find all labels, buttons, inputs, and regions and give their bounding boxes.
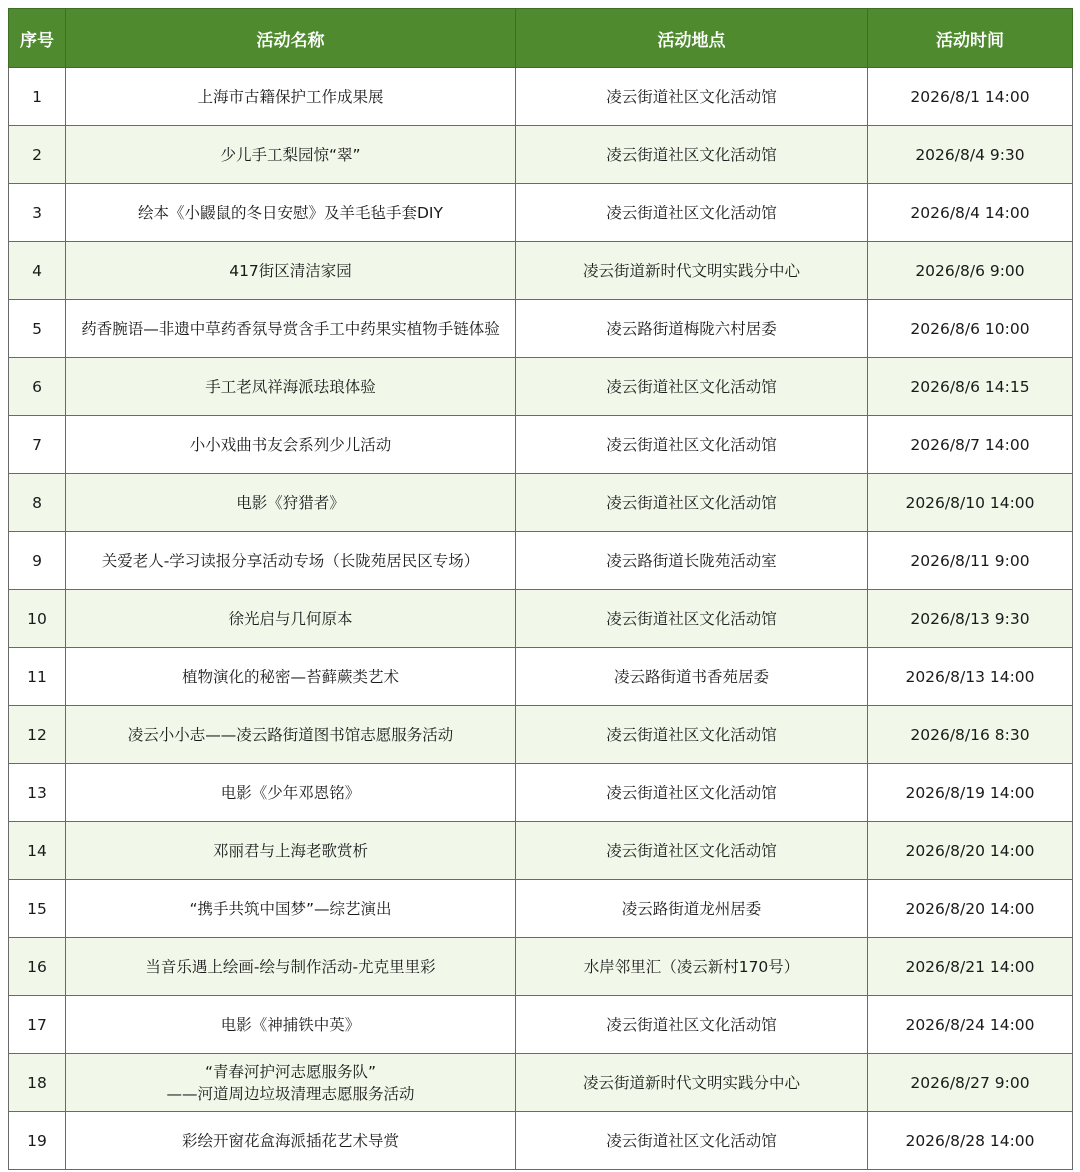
cell-place: 水岸邻里汇（凌云新村170号）: [516, 938, 868, 996]
cell-time: 2026/8/16 8:30: [868, 706, 1073, 764]
cell-place: 凌云街道社区文化活动馆: [516, 358, 868, 416]
cell-time: 2026/8/28 14:00: [868, 1112, 1073, 1170]
table-row: [9, 532, 1073, 590]
table-row: [9, 300, 1073, 358]
header-cell-no: 序号: [9, 9, 66, 68]
table-row: [9, 648, 1073, 706]
cell-name: [66, 474, 516, 532]
cell-no: 5: [9, 300, 66, 358]
cell-no: 10: [9, 590, 66, 648]
table-row: [9, 590, 1073, 648]
cell-place: 凌云街道社区文化活动馆: [516, 68, 868, 126]
cell-name-line: 当音乐遇上绘画-绘与制作活动-尤克里里彩: [145, 957, 436, 976]
cell-name: [66, 706, 516, 764]
cell-no: 4: [9, 242, 66, 300]
table-row: [9, 880, 1073, 938]
cell-no: 15: [9, 880, 66, 938]
table-row: [9, 1112, 1073, 1170]
table-row: [9, 822, 1073, 880]
header-cell-name: 活动名称: [66, 9, 516, 68]
cell-name-line: 徐光启与几何原本: [228, 609, 353, 628]
cell-place: 凌云路街道长陇苑活动室: [516, 532, 868, 590]
cell-place: 凌云路街道龙州居委: [516, 880, 868, 938]
table-row: [9, 1054, 1073, 1112]
table-row: [9, 938, 1073, 996]
cell-name: [66, 1112, 516, 1170]
cell-time: 2026/8/4 14:00: [868, 184, 1073, 242]
cell-place: 凌云街道新时代文明实践分中心: [516, 1054, 868, 1112]
cell-place: 凌云街道社区文化活动馆: [516, 416, 868, 474]
cell-time: 2026/8/6 10:00: [868, 300, 1073, 358]
cell-name: [66, 532, 516, 590]
cell-name-line: 手工老凤祥海派珐琅体验: [205, 377, 376, 396]
cell-time: 2026/8/11 9:00: [868, 532, 1073, 590]
cell-time: 2026/8/19 14:00: [868, 764, 1073, 822]
cell-no: 19: [9, 1112, 66, 1170]
cell-no: 1: [9, 68, 66, 126]
cell-name: [66, 300, 516, 358]
cell-name: [66, 1054, 516, 1112]
cell-place: 凌云路街道梅陇六村居委: [516, 300, 868, 358]
cell-name: [66, 648, 516, 706]
cell-time: 2026/8/20 14:00: [868, 822, 1073, 880]
header-row: [9, 9, 1073, 68]
cell-place: 凌云街道社区文化活动馆: [516, 590, 868, 648]
cell-no: 13: [9, 764, 66, 822]
cell-no: 17: [9, 996, 66, 1054]
cell-time: 2026/8/24 14:00: [868, 996, 1073, 1054]
activity-schedule-table-container: [8, 8, 1072, 1170]
cell-time: 2026/8/20 14:00: [868, 880, 1073, 938]
cell-name: [66, 822, 516, 880]
table-row: [9, 68, 1073, 126]
cell-name: [66, 996, 516, 1054]
header-cell-time: 活动时间: [868, 9, 1073, 68]
cell-name-line: 邓丽君与上海老歌赏析: [212, 841, 368, 860]
cell-no: 9: [9, 532, 66, 590]
cell-name: [66, 590, 516, 648]
cell-name-line: 电影《少年邓恩铭》: [220, 783, 361, 802]
cell-name: [66, 938, 516, 996]
cell-name: [66, 416, 516, 474]
cell-no: 7: [9, 416, 66, 474]
table-row: [9, 242, 1073, 300]
cell-place: 凌云街道新时代文明实践分中心: [516, 242, 868, 300]
cell-name: [66, 880, 516, 938]
cell-name-line: 少儿手工梨园惊“翠”: [220, 145, 361, 164]
cell-no: 3: [9, 184, 66, 242]
cell-time: 2026/8/13 14:00: [868, 648, 1073, 706]
cell-place: 凌云街道社区文化活动馆: [516, 1112, 868, 1170]
table-header: [9, 9, 1073, 68]
cell-name-line: 绘本《小鼹鼠的冬日安慰》及羊毛毡手套DIY: [138, 203, 443, 222]
cell-no: 14: [9, 822, 66, 880]
cell-place: 凌云街道社区文化活动馆: [516, 474, 868, 532]
table-row: [9, 416, 1073, 474]
table-row: [9, 996, 1073, 1054]
cell-name-line: ——河道周边垃圾清理志愿服务活动: [166, 1084, 415, 1103]
cell-name-line: 417街区清洁家园: [229, 261, 352, 280]
cell-place: 凌云路街道书香苑居委: [516, 648, 868, 706]
cell-name-line: 植物演化的秘密—苔藓蕨类艺术: [181, 667, 399, 686]
cell-time: 2026/8/13 9:30: [868, 590, 1073, 648]
cell-name-line: 小小戏曲书友会系列少儿活动: [189, 435, 392, 454]
cell-place: 凌云街道社区文化活动馆: [516, 764, 868, 822]
cell-time: 2026/8/6 14:15: [868, 358, 1073, 416]
cell-place: 凌云街道社区文化活动馆: [516, 822, 868, 880]
cell-name: [66, 126, 516, 184]
cell-place: 凌云街道社区文化活动馆: [516, 706, 868, 764]
cell-place: 凌云街道社区文化活动馆: [516, 126, 868, 184]
cell-no: 16: [9, 938, 66, 996]
cell-no: 6: [9, 358, 66, 416]
cell-name-line: 上海市古籍保护工作成果展: [197, 87, 384, 106]
cell-time: 2026/8/21 14:00: [868, 938, 1073, 996]
cell-name-line: “携手共筑中国梦”—综艺演出: [189, 899, 392, 918]
cell-time: 2026/8/4 9:30: [868, 126, 1073, 184]
cell-name-line: 电影《狩猎者》: [236, 493, 345, 512]
cell-no: 2: [9, 126, 66, 184]
cell-name: [66, 358, 516, 416]
cell-time: 2026/8/1 14:00: [868, 68, 1073, 126]
table-row: [9, 358, 1073, 416]
cell-name: [66, 68, 516, 126]
cell-name-line: 药香腕语—非遗中草药香氛导赏含手工中药果实植物手链体验: [81, 319, 500, 338]
cell-no: 18: [9, 1054, 66, 1112]
table-row: [9, 184, 1073, 242]
cell-time: 2026/8/7 14:00: [868, 416, 1073, 474]
table-body: [9, 68, 1073, 1170]
cell-name: [66, 242, 516, 300]
cell-time: 2026/8/10 14:00: [868, 474, 1073, 532]
cell-name-line: 关爱老人-学习读报分享活动专场（长陇苑居民区专场）: [101, 551, 480, 570]
cell-time: 2026/8/6 9:00: [868, 242, 1073, 300]
header-cell-place: 活动地点: [516, 9, 868, 68]
cell-name-line: 电影《神捕铁中英》: [220, 1015, 361, 1034]
cell-name: [66, 184, 516, 242]
table-row: [9, 474, 1073, 532]
cell-no: 11: [9, 648, 66, 706]
cell-name-line: “青春河护河志愿服务队”: [204, 1062, 377, 1081]
table-row: [9, 706, 1073, 764]
table-row: [9, 126, 1073, 184]
table-row: [9, 764, 1073, 822]
cell-no: 12: [9, 706, 66, 764]
cell-no: 8: [9, 474, 66, 532]
cell-place: 凌云街道社区文化活动馆: [516, 184, 868, 242]
cell-name: [66, 764, 516, 822]
cell-name-line: 彩绘开窗花盒海派插花艺术导赏: [181, 1131, 399, 1150]
activity-schedule-table: [8, 8, 1073, 1170]
cell-name-line: 凌云小小志——凌云路街道图书馆志愿服务活动: [127, 725, 454, 744]
cell-time: 2026/8/27 9:00: [868, 1054, 1073, 1112]
cell-place: 凌云街道社区文化活动馆: [516, 996, 868, 1054]
